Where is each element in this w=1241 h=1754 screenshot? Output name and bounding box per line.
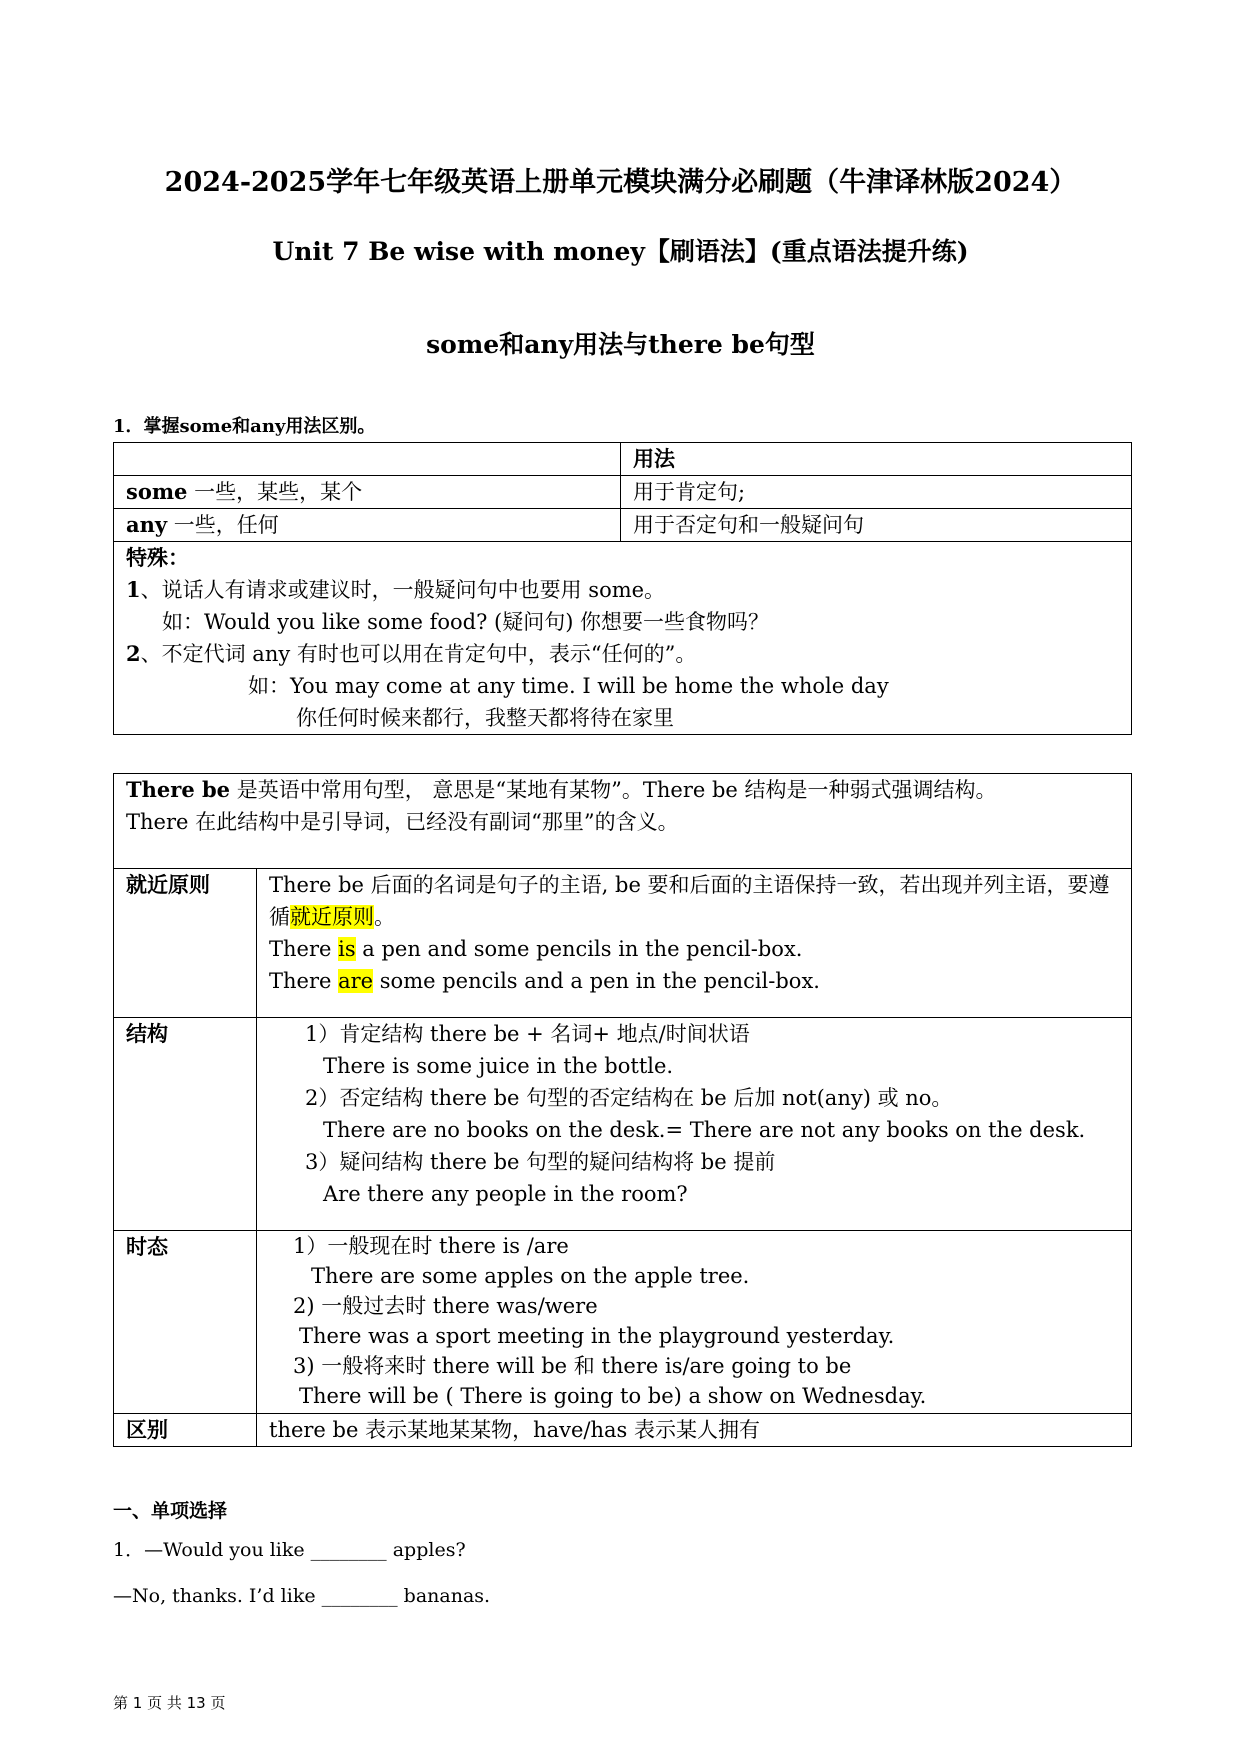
structure-example-2: There are no books on the desk.= There are not any books on the desk.	[323, 1118, 1086, 1142]
word-cell	[114, 509, 621, 542]
some-any-table	[113, 442, 1132, 735]
table-row	[114, 476, 1132, 509]
tense-example-1: There are some apples on the apple tree.	[311, 1264, 750, 1288]
page-footer: 第 1 页 共 13 页	[113, 1694, 226, 1712]
special-item-1: 1、说话人有请求或建议时，一般疑问句中也要用 some。	[126, 577, 666, 602]
document-title: 2024-2025学年七年级英语上册单元模块满分必刷题（牛津译林版2024）	[164, 167, 1077, 198]
special-example-2: 如：You may come at any time. I will be home the whole day	[248, 674, 889, 698]
rule-row-difference	[114, 1414, 1132, 1447]
proximity-example-1: There is a pen and some pencils in the pencil-box.	[269, 937, 803, 961]
rule-content	[257, 1018, 1132, 1231]
tense-line-3: 3) 一般将来时 there will be 和 there is/are going to be	[293, 1354, 852, 1378]
rule-content	[257, 1231, 1132, 1414]
word-cell	[114, 476, 621, 509]
rule-label: 区别	[114, 1414, 257, 1447]
tense-example-3: There will be ( There is going to be) a show on Wednesday.	[299, 1384, 927, 1408]
section1-label: 1．掌握some和any用法区别。	[113, 416, 376, 437]
header-cell-usage: 用法	[621, 443, 1132, 476]
rule-label: 就近原则	[114, 869, 257, 1018]
highlight-are: are	[338, 969, 374, 993]
special-item-2: 2、不定代词 any 有时也可以用在肯定句中，表示“任何的”。	[126, 641, 697, 666]
question-1-line-2: —No, thanks. I’d like ________ bananas.	[113, 1585, 491, 1607]
rule-row-structure	[114, 1018, 1132, 1231]
intro-line-2: There 在此结构中是引导词，已经没有副词“那里”的含义。	[126, 810, 679, 834]
usage-cell: 用于肯定句;	[621, 476, 1132, 509]
structure-example-3: Are there any people in the room?	[323, 1182, 688, 1206]
proximity-example-2: There are some pencils and a pen in the pencil-box.	[269, 969, 820, 993]
word-meaning: 一些，任何	[167, 513, 279, 537]
rule-label: 时态	[114, 1231, 257, 1414]
section-single-choice-label: 一、单项选择	[113, 1500, 228, 1522]
structure-line-2: 2）否定结构 there be 句型的否定结构在 be 后加 not(any) 或 no。	[305, 1086, 953, 1110]
proximity-text: There be 后面的名词是句子的主语, be 要和后面的主语保持一致，若出现并列主语，要遵循就近原则。	[269, 873, 1110, 929]
header-cell-empty	[114, 443, 621, 476]
special-translation-2: 你任何时候来都行，我整天都将待在家里	[296, 706, 674, 730]
word-any: any	[126, 512, 168, 537]
table-row	[114, 509, 1132, 542]
structure-example-1: There is some juice in the bottle.	[323, 1054, 674, 1078]
rule-content	[257, 869, 1132, 1018]
intro-cell	[114, 774, 1132, 869]
rule-row-tense	[114, 1231, 1132, 1414]
special-title: 特殊：	[126, 546, 189, 570]
table-header-row	[114, 443, 1132, 476]
rule-label: 结构	[114, 1018, 257, 1231]
intro-line-1: There be 是英语中常用句型， 意思是“某地有某物”。There be 结构是一种弱式强调结构。	[126, 777, 997, 802]
there-be-table	[113, 773, 1132, 1447]
special-row	[114, 542, 1132, 735]
unit-title: Unit 7 Be wise with money【刷语法】(重点语法提升练)	[272, 237, 969, 266]
special-example-1: 如：Would you like some food? (疑问句) 你想要一些食物吗？	[162, 610, 770, 634]
rule-content: there be 表示某地某某物，have/has 表示某人拥有	[257, 1414, 1132, 1447]
tense-line-1: 1）一般现在时 there is /are	[293, 1234, 569, 1258]
usage-cell: 用于否定句和一般疑问句	[621, 509, 1132, 542]
special-cell	[114, 542, 1132, 735]
structure-line-3: 3）疑问结构 there be 句型的疑问结构将 be 提前	[305, 1150, 776, 1174]
intro-row	[114, 774, 1132, 869]
rule-row-proximity	[114, 869, 1132, 1018]
topic-title: some和any用法与there be句型	[426, 330, 815, 359]
question-1-line-1: 1．—Would you like ________ apples?	[113, 1539, 466, 1561]
tense-line-2: 2) 一般过去时 there was/were	[293, 1294, 598, 1318]
highlight-is: is	[338, 937, 356, 961]
tense-example-2: There was a sport meeting in the playground yesterday.	[299, 1324, 895, 1348]
word-some: some	[126, 479, 188, 504]
word-meaning: 一些，某些，某个	[187, 480, 363, 504]
highlight-proximity: 就近原则	[290, 905, 374, 929]
structure-line-1: 1）肯定结构 there be + 名词+ 地点/时间状语	[305, 1022, 750, 1046]
